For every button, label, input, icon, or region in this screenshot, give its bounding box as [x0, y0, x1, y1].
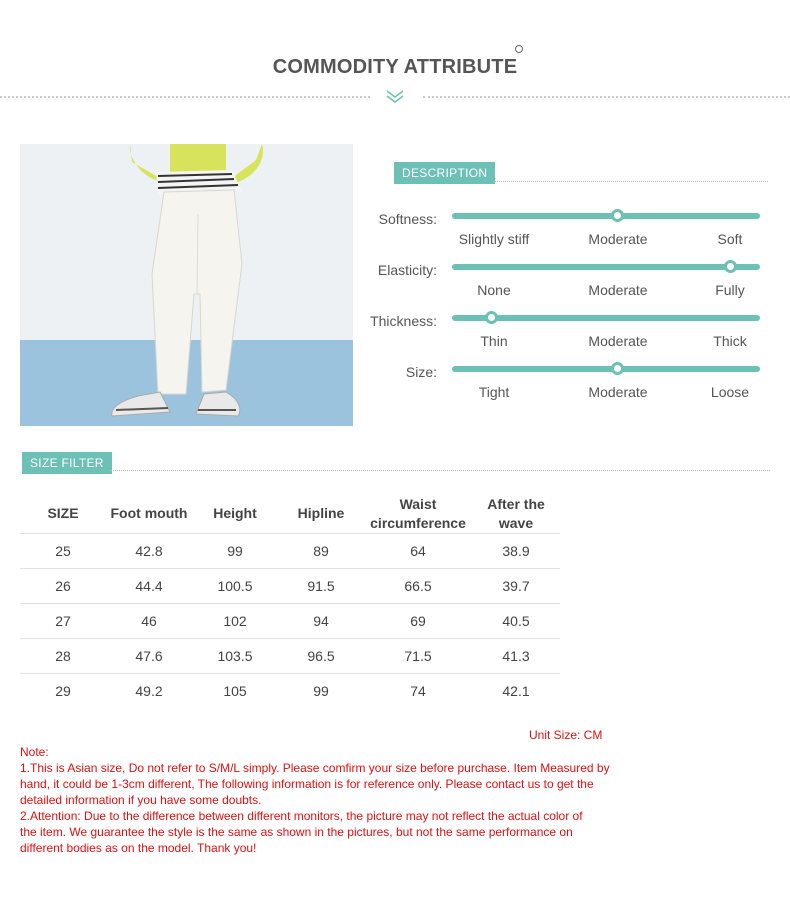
- table-cell: 99: [227, 543, 243, 559]
- attribute-option: Loose: [710, 384, 750, 400]
- table-divider: [20, 568, 560, 569]
- table-header-height: Height: [213, 505, 257, 521]
- note-line: the item. We guarantee the style is the same as shown in the pictures, but not the same performance on: [20, 825, 573, 839]
- note-line: different bodies as on the model. Thank you!: [20, 841, 257, 855]
- divider-left: [0, 96, 370, 98]
- table-header-hipline: Hipline: [297, 505, 345, 521]
- product-photo: [20, 144, 353, 426]
- table-cell: 27: [55, 613, 71, 629]
- attribute-slider-track: [452, 315, 760, 321]
- attribute-option: Moderate: [588, 333, 648, 349]
- attribute-option: None: [477, 282, 511, 298]
- note-line: detailed information if you have some doubts.: [20, 793, 262, 807]
- table-cell: 29: [55, 683, 71, 699]
- attribute-slider-track: [452, 213, 760, 219]
- table-cell: 94: [313, 613, 329, 629]
- double-chevron-down-icon: [385, 88, 405, 104]
- attribute-option: Moderate: [588, 231, 648, 247]
- table-cell: 100.5: [217, 578, 253, 594]
- description-divider: [494, 181, 768, 182]
- note-line: Note:: [20, 745, 49, 759]
- unit-label: Unit Size: CM: [529, 728, 603, 742]
- attribute-slider-knob: [724, 260, 737, 273]
- table-cell: 99: [313, 683, 329, 699]
- table-cell: 102: [223, 613, 247, 629]
- attribute-label: Thickness:: [370, 313, 437, 329]
- degree-mark-icon: [515, 45, 523, 53]
- table-cell: 64: [410, 543, 426, 559]
- table-header-size: SIZE: [47, 505, 79, 521]
- table-cell: 66.5: [404, 578, 432, 594]
- table-divider: [20, 673, 560, 674]
- attribute-label: Size:: [405, 364, 437, 380]
- table-cell: 40.5: [502, 613, 530, 629]
- table-header-foot-mouth: Foot mouth: [110, 505, 188, 521]
- attribute-slider-knob: [611, 362, 624, 375]
- table-cell: 103.5: [217, 648, 253, 664]
- table-cell: 71.5: [404, 648, 432, 664]
- attribute-option: Thin: [480, 333, 508, 349]
- attribute-slider-knob: [611, 209, 624, 222]
- table-cell: 42.8: [135, 543, 163, 559]
- table-cell: 42.1: [502, 683, 530, 699]
- attribute-option: Fully: [715, 282, 745, 298]
- size-filter-tab: SIZE FILTER: [22, 452, 112, 474]
- table-cell: 49.2: [135, 683, 163, 699]
- size-filter-divider: [110, 470, 770, 471]
- attribute-option: Moderate: [588, 384, 648, 400]
- note-line: hand, it could be 1-3cm different, The following information is for reference only. Please contact us to get the: [20, 777, 594, 791]
- table-cell: 91.5: [307, 578, 335, 594]
- table-cell: 25: [55, 543, 71, 559]
- description-tab: DESCRIPTION: [394, 162, 495, 184]
- table-cell: 46: [141, 613, 157, 629]
- attribute-slider-track: [452, 264, 760, 270]
- attribute-label: Softness:: [378, 211, 437, 227]
- page-title: COMMODITY ATTRIBUTE: [272, 56, 518, 78]
- table-cell: 105: [223, 683, 247, 699]
- attribute-option: Thick: [713, 333, 747, 349]
- note-line: 2.Attention: Due to the difference between different monitors, the picture may not reflect the actual color of: [20, 809, 583, 823]
- attribute-slider-track: [452, 366, 760, 372]
- attribute-option: Soft: [717, 231, 743, 247]
- attribute-slider-knob: [485, 311, 498, 324]
- table-cell: 38.9: [502, 543, 530, 559]
- table-divider: [20, 533, 560, 534]
- table-header-after-wave: After the wave: [487, 496, 545, 531]
- note-line: 1.This is Asian size, Do not refer to S/M/L simply. Please comfirm your size before purchase. Item Measured by: [20, 761, 610, 775]
- divider-right: [423, 96, 790, 98]
- table-cell: 69: [410, 613, 426, 629]
- table-cell: 39.7: [502, 578, 530, 594]
- table-header-waist: Waist circumference: [370, 496, 466, 531]
- table-divider: [20, 638, 560, 639]
- table-cell: 74: [410, 683, 426, 699]
- table-cell: 44.4: [135, 578, 163, 594]
- table-cell: 89: [313, 543, 329, 559]
- attribute-label: Elasticity:: [377, 262, 437, 278]
- table-divider: [20, 603, 560, 604]
- table-cell: 26: [55, 578, 71, 594]
- attribute-option: Moderate: [588, 282, 648, 298]
- table-cell: 47.6: [135, 648, 163, 664]
- attribute-option: Slightly stiff: [458, 231, 530, 247]
- table-cell: 96.5: [307, 648, 335, 664]
- table-cell: 41.3: [502, 648, 530, 664]
- table-cell: 28: [55, 648, 71, 664]
- attribute-option: Tight: [478, 384, 510, 400]
